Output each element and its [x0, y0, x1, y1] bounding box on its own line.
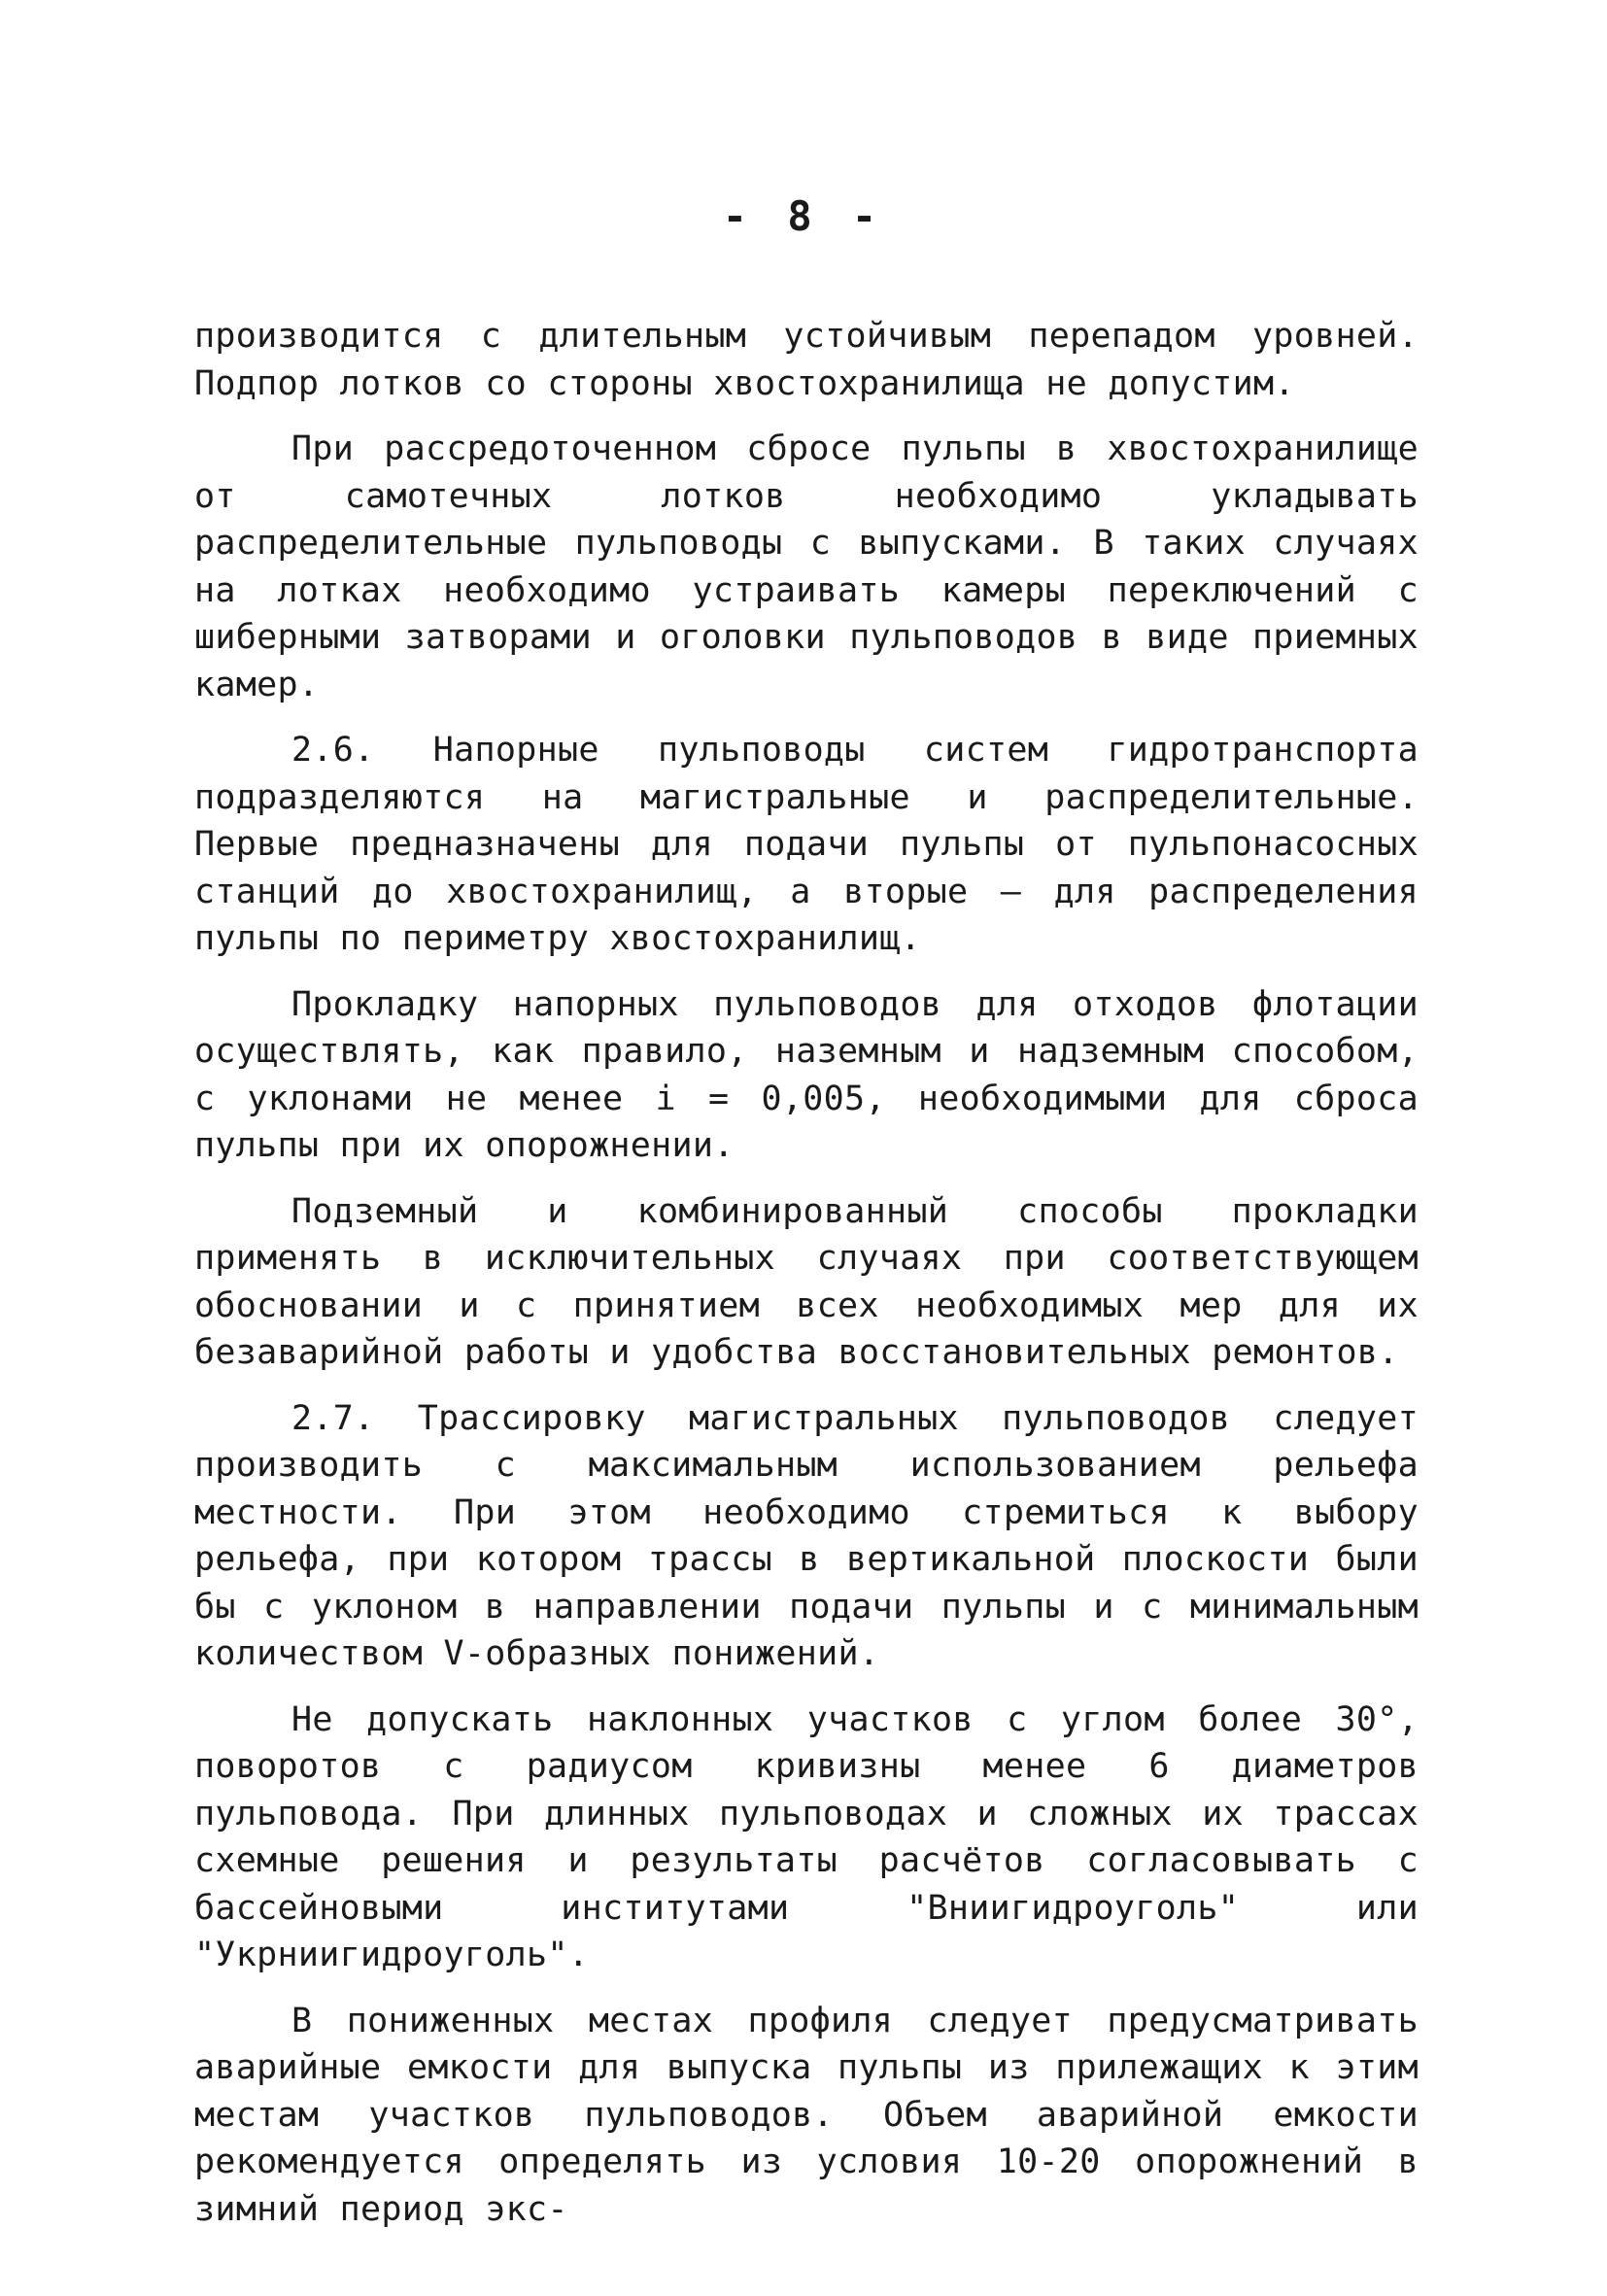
paragraph-4: Прокладку напорных пульповодов для отходов флотации осуществлять, как правило, наземным и надземным способом, с уклонами не менее i = 0,005, необходимыми для сброса пульпы при их опорожнении.: [194, 984, 1419, 1165]
paragraph-7: Не допускать наклонных участков с углом более 30°, поворотов с радиусом кривизны менее 6 диаметров пульповода. При длинных пульповодах и сложных их трассах схемные решения и результаты расчётов согласовывать с бассейновыми институтами "Вниигидроуголь" или "Укрниигидроуголь".: [194, 1699, 1419, 1974]
page-number: - 8 -: [722, 192, 885, 240]
paragraph-1: производится с длительным устойчивым перепадом уровней. Подпор лотков со стороны хвостохранилища не допустим.: [194, 317, 1419, 403]
paragraph-6: 2.7. Трассировку магистральных пульповодов следует производить с максимальным использованием рельефа местности. При этом необходимо стремиться к выбору рельефа, при котором трассы в вертикальной плоскости были бы с уклоном в направлении подачи пульпы и с минимальным количеством V-образных понижений.: [194, 1398, 1419, 1673]
paragraph-5: Подземный и комбинированный способы прокладки применять в исключительных случаях при соответствующем обосновании и с принятием всех необходимых мер для их безаварийной работы и удобства восстановительных ремонтов.: [194, 1191, 1419, 1372]
paragraph-8: В пониженных местах профиля следует предусматривать аварийные емкости для выпуска пульпы из прилежащих к этим местам участков пульповодов. Объем аварийной емкости рекомендуется определять из условия 10-20 опорожнений в зимний период экс-: [194, 2001, 1419, 2229]
paragraph-2: При рассредоточенном сбросе пульпы в хвостохранилище от самотечных лотков необходимо укладывать распределительные пульповоды с выпусками. В таких случаях на лотках необходимо устраивать камеры переключений с шиберными затворами и оголовки пульповодов в виде приемных камер.: [194, 429, 1419, 704]
paragraph-3: 2.6. Напорные пульповоды систем гидротранспорта подразделяются на магистральные и распределительные. Первые предназначены для подачи пульпы от пульпонасосных станций до хвостохранилищ, а вторые – для распределения пульпы по периметру хвостохранилищ.: [194, 731, 1419, 958]
document-body: [194, 313, 1419, 2233]
